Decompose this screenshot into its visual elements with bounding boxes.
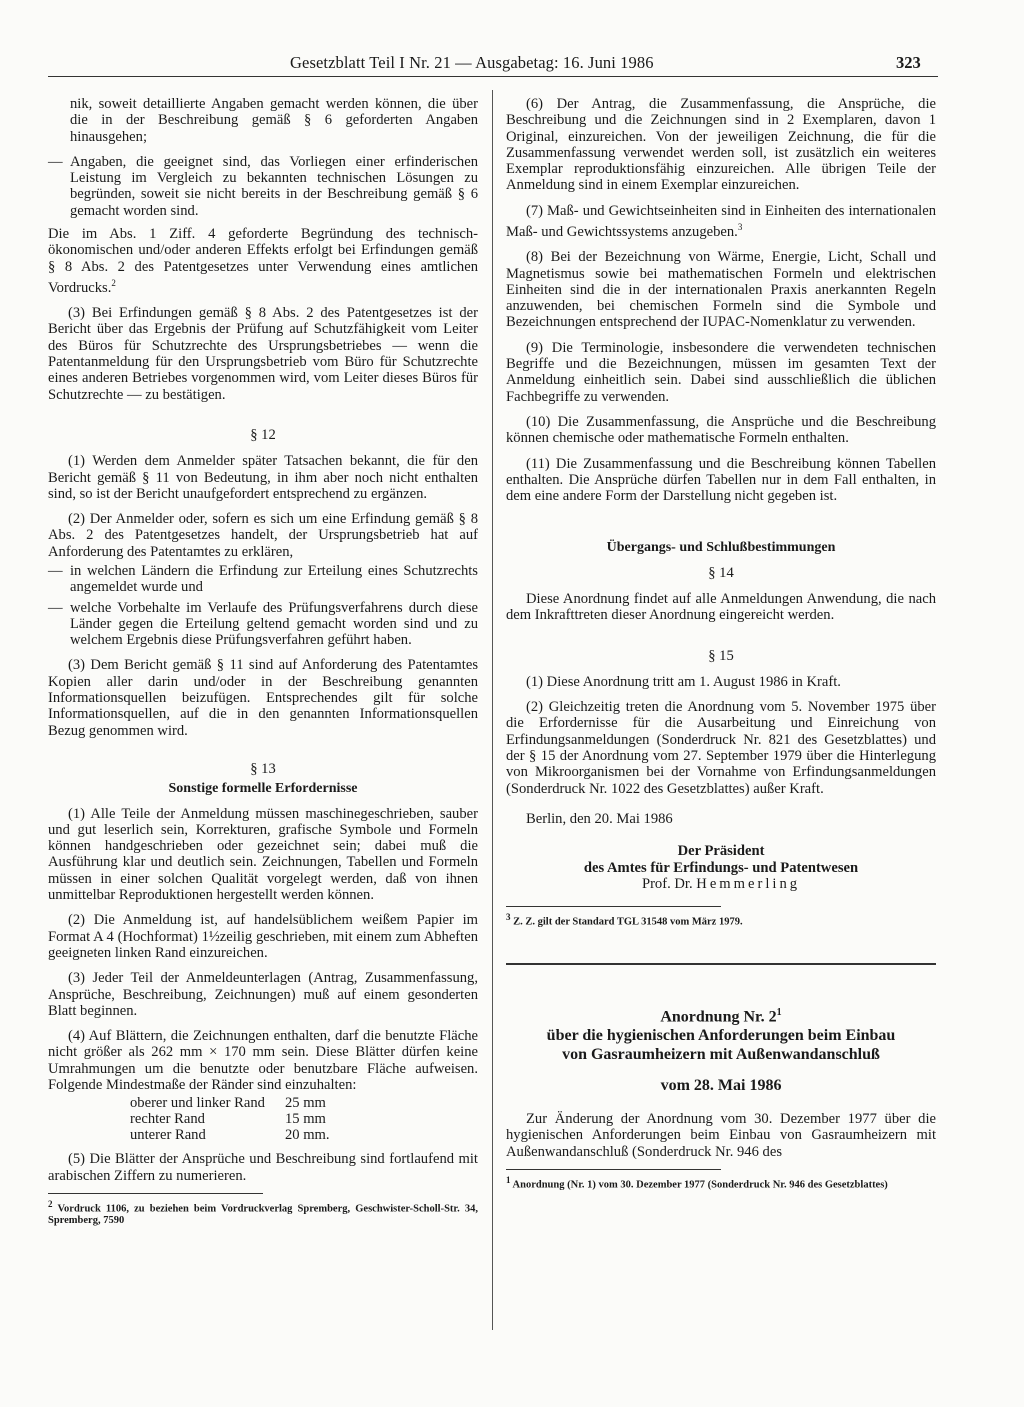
header-title: Gesetzblatt Teil I Nr. 21 — Ausgabetag: 16. Juni 1986 xyxy=(290,53,654,72)
s12-dash-1 xyxy=(48,563,478,596)
footnote-1 xyxy=(506,1174,936,1192)
dash-mark: — xyxy=(48,153,63,170)
signature-name xyxy=(506,876,936,892)
footnote-rule xyxy=(506,1169,721,1170)
s14-paragraph: Diese Anordnung findet auf alle Anmeldungen Anwendung, die nach dem Inkrafttreten dieser Anordnung eingereicht werden. xyxy=(506,590,936,624)
paragraph-8: (8) Bei der Bezeichnung von Wärme, Energie, Licht, Schall und Magnetismus sowie bei mathematischen Formeln und elektrischen Einheiten sind die in der internationalen Praxis anerkannten Regeln anzuwenden, bei chemischen Formeln sind die Symbole und Bezeichnungen entsprechend der IUPAC-Nomenklatur zu verwenden. xyxy=(506,249,936,331)
ordinance-footnote-ref: 1 xyxy=(776,1006,782,1018)
paragraph-9: (9) Die Terminologie, insbesondere die verwendeten technischen Begriffe und die Bezeichnungen, müssen im gesamten Text der Anmeldung einheitlich sein. Dabei sind ausschließlich die üblichen Fachbegriffe zu verwenden. xyxy=(506,339,936,405)
s13-paragraph-2: (2) Die Anmeldung ist, auf handelsüblichem weißem Papier im Format A 4 (Hochformat) 1½zeilig geschrieben, mit einem zum Abheften geeigneten linken Rand einzureichen. xyxy=(48,912,478,961)
margin-value: 25 mm xyxy=(284,1095,326,1112)
column-divider xyxy=(492,90,493,1330)
dash-mark: — xyxy=(48,599,63,616)
footnote-ref-3: 3 xyxy=(737,222,743,233)
footnote-2-text: Vordruck 1106, zu beziehen beim Vordruckverlag Spremberg, Geschwister-Scholl-Str. 34, Spremberg, 7590 xyxy=(48,1203,478,1227)
footnote-rule xyxy=(48,1193,263,1194)
ordinance-title-3: von Gasraumheizern mit Außenwandanschluß xyxy=(562,1045,880,1063)
margin-label: unterer Rand xyxy=(130,1127,206,1144)
section-13-title: § 13 xyxy=(250,760,276,777)
transition-heading: Übergangs- und Schlußbestimmungen xyxy=(606,540,836,556)
s15-paragraph-1: (1) Diese Anordnung tritt am 1. August 1986 in Kraft. xyxy=(526,673,841,690)
paragraph-abs1 xyxy=(48,226,478,296)
ordinance-paragraph: Zur Änderung der Anordnung vom 30. Dezember 1977 über die hygienischen Anforderungen beim Einbau von Gasraumheizern mit Außenwandanschluß (Sonderdruck Nr. 946 des xyxy=(506,1110,936,1160)
left-column xyxy=(48,96,478,1227)
dash-item-text: Angaben, die geeignet sind, das Vorliegen einer erfinderischen Leistung im Vergleich zu bekannten technischen Lösungen zu begründen, soweit sie nicht bereits in der Beschreibung gemäß § 6 gemacht worden sind. xyxy=(70,153,478,219)
paragraph-10: (10) Die Zusammenfassung, die Ansprüche und die Beschreibung können chemische oder mathematische Formeln enthalten. xyxy=(506,413,936,447)
ordinance-date: vom 28. Mai 1986 xyxy=(660,1076,782,1094)
paragraph-3: (3) Bei Erfindungen gemäß § 8 Abs. 2 des Patentgesetzes ist der Bericht über das Ergebnis der Prüfung auf Schutzfähigkeit vom Leiter des Büros für Schutzrechte des Ursprungsbetriebes — wenn die Patentanmeldung für den Ursprungsbetrieb vom Büro für Schutzrechte eines anderen Betriebes vorgenommen wird, vom Leiter dieses Büros für Schutzrechte — zu bestätigen. xyxy=(48,305,478,403)
paragraph-abs1-text: Die im Abs. 1 Ziff. 4 geforderte Begründung des technisch-ökonomischen und/oder anderen Effekts erfolgt bei Erfindungen gemäß § 8 Abs. 2 des Patentgesetzes unter Verwendung eines amtlichen Vordrucks. xyxy=(48,226,478,296)
footnote-1-text: Anordnung (Nr. 1) vom 30. Dezember 1977 (Sonderdruck Nr. 946 des Gesetzblattes) xyxy=(512,1179,888,1191)
dash-mark: — xyxy=(48,562,63,579)
paragraph-7 xyxy=(506,203,936,240)
page-number: 323 xyxy=(896,53,921,72)
s13-paragraph-4: (4) Auf Blättern, die Zeichnungen enthalten, darf die benutzte Fläche nicht größer als 262 mm × 170 mm sein. Diese Blätter dürfen keine Umrahmungen um die benutzte oder benutzbare Fläche aufweisen. Folgende Mindestmaße der Ränder sind einzuhalten: xyxy=(48,1028,478,1093)
margins-row xyxy=(130,1095,350,1111)
s12-paragraph-1: (1) Werden dem Anmelder später Tatsachen bekannt, die für den Bericht gemäß § 11 von Bedeutung, in ihm aber noch nicht enthalten sind, so ist der Bericht unaufgefordert entsprechend zu ergänzen. xyxy=(48,453,478,502)
footnote-3-text: Z. Z. gilt der Standard TGL 31548 vom März 1979. xyxy=(513,916,743,928)
right-column xyxy=(506,96,936,1191)
paragraph-6: (6) Der Antrag, die Zusammenfassung, die Ansprüche, die Beschreibung und die Zeichnungen sind in 2 Exemplaren, davon 1 Original, einzureichen. Von der jeweiligen Zeichnung, die für die Zusammenfassung verwendet werden soll, ist zusätzlich ein weiteres Exemplar reproduktionsfähig einzureichen. Alle übrigen Teile der Anmeldung sind in einem Exemplar einzureichen. xyxy=(506,96,936,194)
margin-value: 20 mm. xyxy=(284,1127,330,1144)
section-14-title: § 14 xyxy=(708,564,734,581)
signature-title-2: des Amtes für Erfindungs- und Patentwesen xyxy=(583,859,859,876)
margins-row xyxy=(130,1111,350,1127)
signature-name-prefix: Prof. Dr. xyxy=(641,875,693,892)
s12-paragraph-2: (2) Der Anmelder oder, sofern es sich um eine Erfindung gemäß § 8 Abs. 2 des Patentgesetzes handelt, der Ursprungsbetrieb hat auf Anforderung des Patentamtes zu erklären, xyxy=(48,511,478,560)
footnote-mark: 3 xyxy=(506,912,511,923)
footnote-3 xyxy=(506,911,936,929)
s12-paragraph-3: (3) Dem Bericht gemäß § 11 sind auf Anforderung des Patentamtes Kopien aller darin und/oder in der Beschreibung genannten Informationsquellen beizufügen. Entsprechendes gilt für solche Informationsquellen, auf die in den genannten Informationsquellen Bezug genommen wird. xyxy=(48,657,478,739)
margin-label: oberer und linker Rand xyxy=(130,1095,265,1112)
dash-item xyxy=(48,154,478,219)
margin-label: rechter Rand xyxy=(130,1111,205,1128)
footnote-mark: 1 xyxy=(506,1174,511,1185)
s12-dash-2 xyxy=(48,600,478,649)
s15-paragraph-2: (2) Gleichzeitig treten die Anordnung vom 5. November 1975 über die Erfordernisse für die Ausarbeitung und Einreichung von Erfindungsanmeldungen (Sonderdruck Nr. 821 des Gesetzblattes) und der § 15 der Anordnung vom 27. September 1979 über die Hinterlegung von Mikroorganismen bei der Vornahme von Erfindungsanmeldungen (Sonderdruck Nr. 1022 des Gesetzblattes) außer Kraft. xyxy=(506,699,936,797)
paragraph-7-text: (7) Maß- und Gewichtseinheiten sind in Einheiten des internationalen Maß- und Gewichtssystems anzugeben. xyxy=(506,202,936,240)
footnote-rule xyxy=(506,906,721,907)
continued-item: nik, soweit detaillierte Angaben gemacht werden können, die über die in der Beschreibung gemäß § 6 geforderten Angaben hinausgehen; xyxy=(70,96,478,145)
signature-name-text: Hemmerling xyxy=(696,875,801,892)
margins-row xyxy=(130,1127,350,1143)
footnote-mark: 2 xyxy=(48,1198,53,1209)
margin-value: 15 mm xyxy=(284,1111,326,1128)
ordinance-title-2: über die hygienischen Anforderungen beim Einbau xyxy=(546,1026,896,1044)
margins-table xyxy=(130,1095,350,1143)
section-12-title: § 12 xyxy=(250,426,276,443)
s13-paragraph-5: (5) Die Blätter der Ansprüche und Beschreibung sind fortlaufend mit arabischen Ziffern zu numerieren. xyxy=(48,1151,478,1184)
s12-dash-1-text: in welchen Ländern die Erfindung zur Erteilung eines Schutzrechts angemeldet wurde und xyxy=(70,562,478,596)
paragraph-11: (11) Die Zusammenfassung und die Beschreibung können Tabellen enthalten. Die Ansprüche dürfen Tabellen nur in dem Fall enthalten, in dem eine andere Form der Darstellung nicht gegeben ist. xyxy=(506,455,936,505)
s13-paragraph-3: (3) Jeder Teil der Anmeldeunterlagen (Antrag, Zusammenfassung, Ansprüche, Beschreibung, Zeichnungen) muß auf einem gesonderten Blatt beginnen. xyxy=(48,970,478,1019)
header-rule xyxy=(48,76,938,77)
section-separator xyxy=(506,963,936,965)
place-date: Berlin, den 20. Mai 1986 xyxy=(526,810,673,827)
ordinance-title-1 xyxy=(506,1003,936,1026)
section-15-title: § 15 xyxy=(708,647,734,664)
page-header xyxy=(0,53,1024,77)
s12-dash-2-text: welche Vorbehalte im Verlaufe des Prüfungsverfahrens durch diese Länder gegen die Erteilung geltend gemacht worden sind und zu welchem Ergebnis diese Prüfungsverfahren geführt haben. xyxy=(70,599,478,649)
ordinance-title-1-text: Anordnung Nr. 2 xyxy=(660,1007,777,1025)
footnote-ref-2: 2 xyxy=(111,277,116,288)
section-13-heading: Sonstige formelle Erfordernisse xyxy=(168,781,358,797)
signature-title-1: Der Präsident xyxy=(677,843,765,860)
footnote-2 xyxy=(48,1198,478,1228)
s13-paragraph-1: (1) Alle Teile der Anmeldung müssen maschinegeschrieben, sauber und gut leserlich sein, Korrekturen, grafische Symbole und Formeln können handgeschrieben oder gezeichnet sein; dabei muß die Ausführung klar und deutlich sein. Zeichnungen, Tabellen und Formeln müssen in einer solchen Qualität vorgelegt werden, daß von ihnen unmittelbar Reproduktionen hergestellt werden können. xyxy=(48,805,478,904)
